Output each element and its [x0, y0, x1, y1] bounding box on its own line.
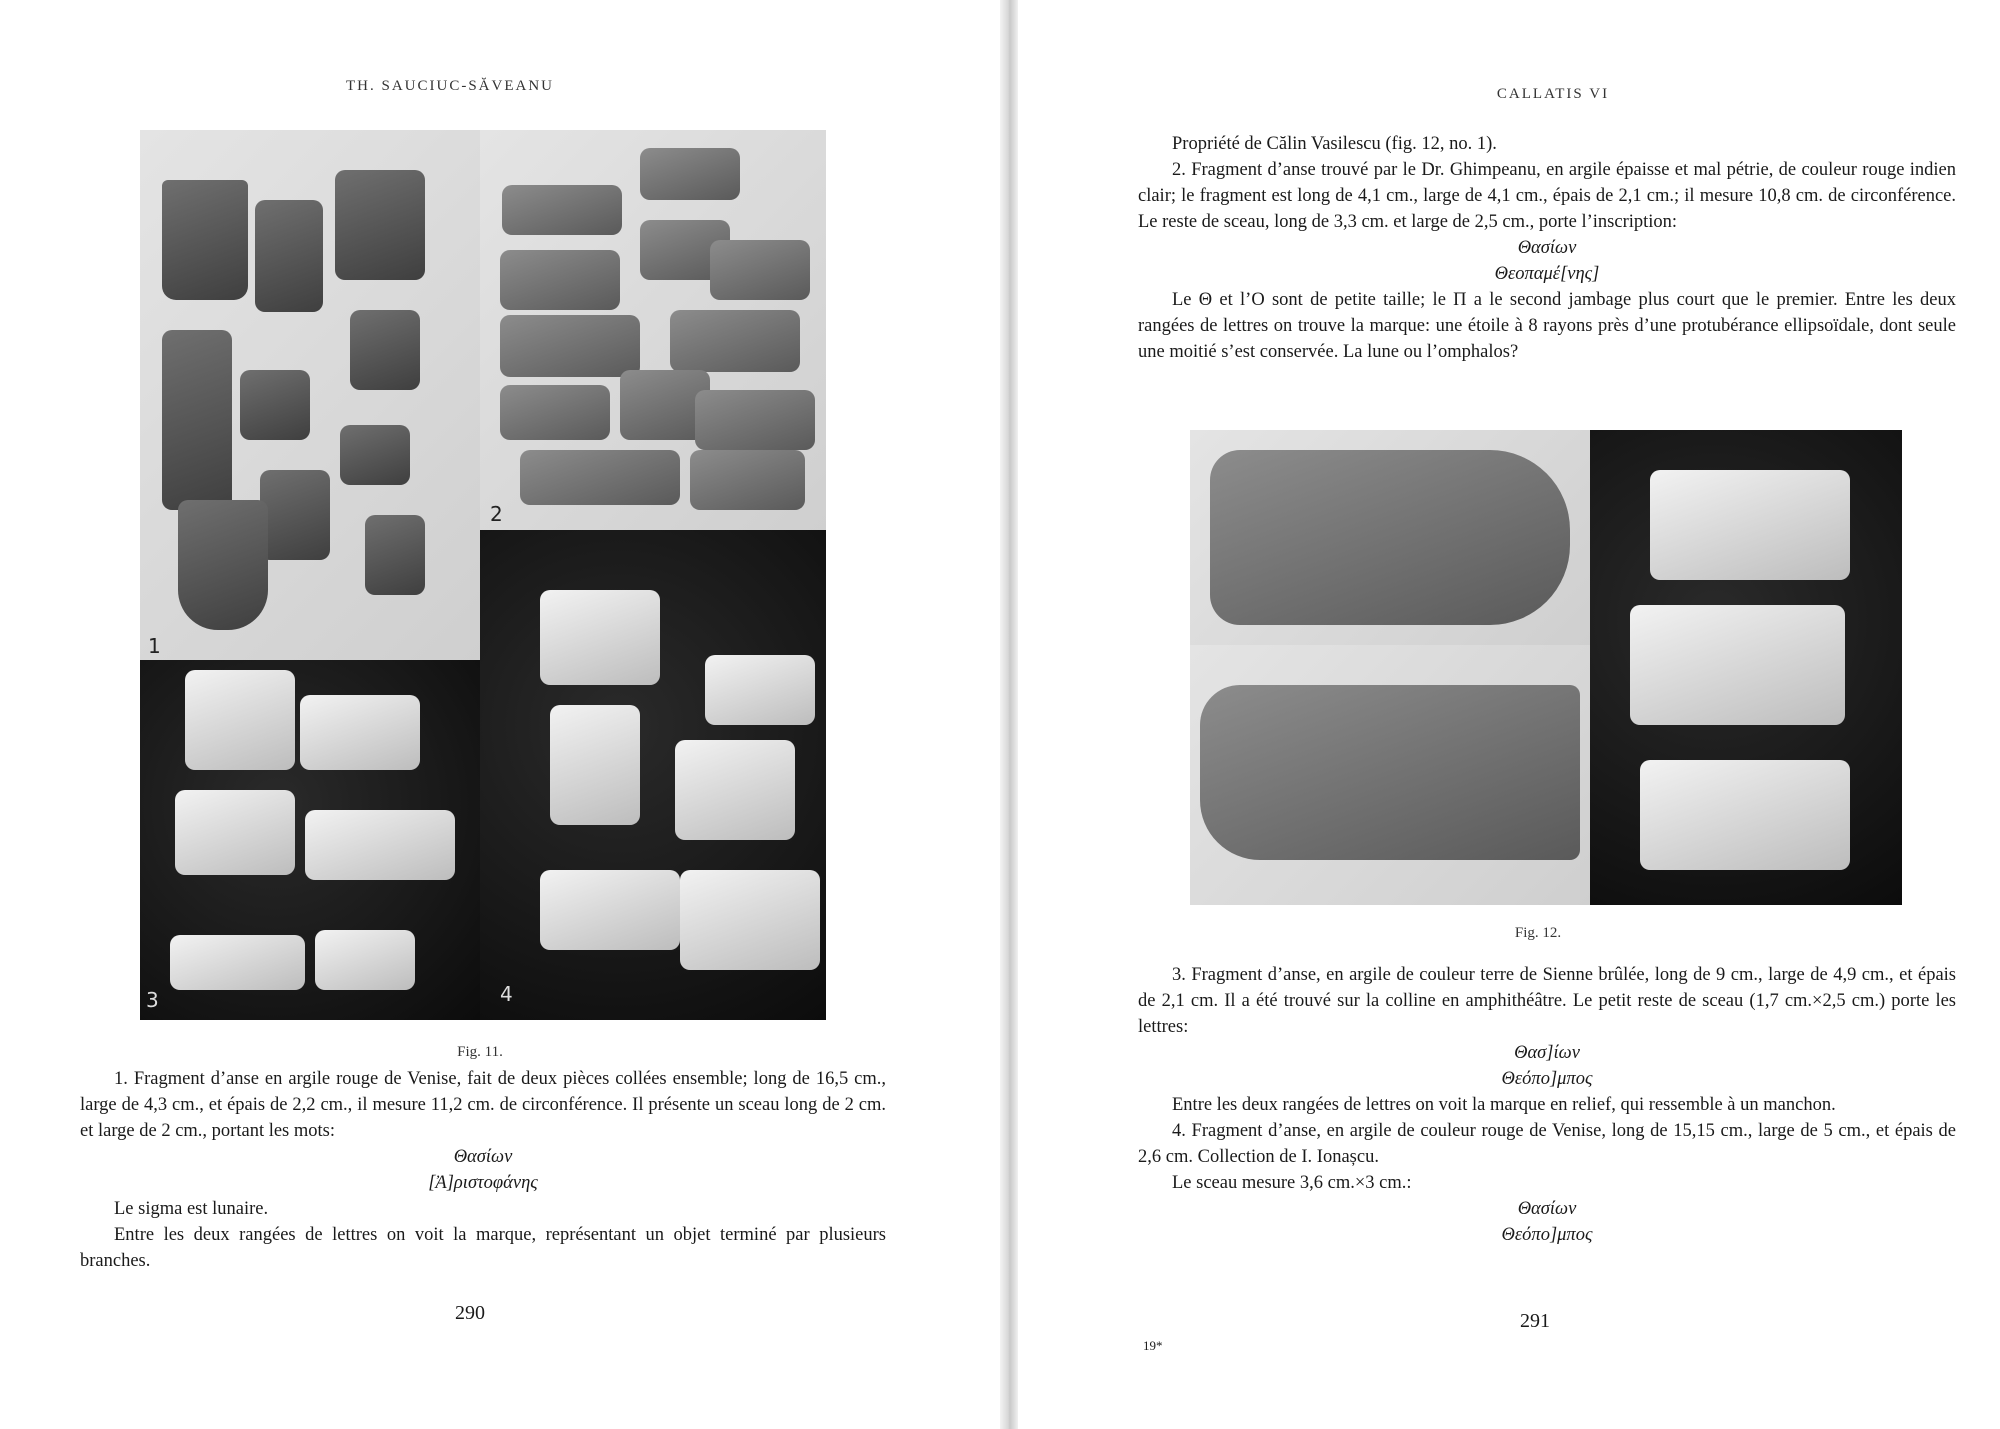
left-paragraph-3: Entre les deux rangées de lettres on voit la marque, représentant un objet terminé par plusieurs branches.: [80, 1225, 886, 1271]
figure-12-caption: Fig. 12.: [1514, 925, 1562, 941]
figure-11-photo-4: [480, 530, 826, 1020]
book-gutter: [1000, 0, 1018, 1429]
page-number-right: 291: [1520, 1310, 1550, 1332]
right-body-text-bottom: [1138, 962, 1956, 1248]
left-paragraph-1: 1. Fragment d’anse en argile rouge de Venise, fait de deux pièces collées ensemble; long de 16,5 cm., large de 4,3 cm., et épais de 2,2 cm., il mesure 11,2 cm. de circonférence. Il présente un sceau long de 2 cm. et large de 2 cm., portant les mots:: [80, 1069, 886, 1141]
right-greek-line-5: Θασίων: [1517, 1199, 1577, 1219]
left-paragraph-2: Le sigma est lunaire.: [114, 1199, 269, 1219]
figure-12-photo-top-left: [1190, 430, 1590, 645]
left-greek-line-1: Θασίων: [453, 1147, 513, 1167]
left-greek-line-2: [Ἀ]ριστοφάνης: [428, 1173, 538, 1193]
figure-12-photo-right: [1590, 430, 1902, 905]
right-paragraph-5: Entre les deux rangées de lettres on voit la marque en relief, qui ressemble à un manchon.: [1172, 1095, 1836, 1115]
running-head-left: TH. SAUCIUC-SĂVEANU: [345, 78, 554, 94]
signature-mark: 19*: [1143, 1338, 1163, 1353]
running-head-right: CALLATIS VI: [1496, 86, 1610, 102]
right-greek-line-6: Θεόπο]μπος: [1501, 1225, 1593, 1245]
right-paragraph-3: Le Θ et l’O sont de petite taille; le Π a le second jambage plus court que le premier. Entre les deux rangées de lettres on trouve la marque: une étoile à 8 rayons près d’une protubérance ellipsoïdale, dont seule une moitié s’est conservée. La lune ou l’omphalos?: [1138, 290, 1956, 362]
right-paragraph-2: 2. Fragment d’anse trouvé par le Dr. Ghimpeanu, en argile épaisse et mal pétrie, de couleur rouge indien clair; le fragment est long de 4,1 cm., large de 4,1 cm., épais de 2,1 cm.; il mesure 10,8 cm. de circonférence. Le reste de sceau, long de 3,3 cm. et large de 2,5 cm., porte l’inscription:: [1138, 160, 1956, 232]
figure-11-photo-3-number: 3: [146, 988, 159, 1012]
page-number-left: 290: [455, 1302, 485, 1324]
figure-11-photo-2: [480, 130, 826, 530]
left-body-text: [80, 1066, 886, 1274]
right-paragraph-7: Le sceau mesure 3,6 cm.×3 cm.:: [1172, 1173, 1412, 1193]
right-greek-line-1: Θασίων: [1517, 238, 1577, 258]
right-paragraph-1: Propriété de Călin Vasilescu (fig. 12, no. 1).: [1172, 134, 1497, 154]
figure-11-caption: Fig. 11.: [457, 1044, 503, 1060]
right-page: [1018, 0, 2000, 1429]
figure-11-photo-4-number: 4: [500, 982, 513, 1006]
right-body-text-top: [1138, 131, 1956, 365]
figure-11-photo-1: [140, 130, 480, 660]
right-greek-line-2: Θεοπαμέ[νης]: [1494, 264, 1600, 284]
right-paragraph-6: 4. Fragment d’anse, en argile de couleur rouge de Venise, long de 15,15 cm., large de 5 cm., et épais de 2,6 cm. Collection de I. Ionașcu.: [1138, 1121, 1956, 1167]
figure-11-photo-1-number: 1: [148, 634, 161, 658]
figure-11-photo-2-number: 2: [490, 502, 503, 526]
figure-12-photo-bottom-left: [1190, 645, 1590, 905]
right-greek-line-3: Θασ]ίων: [1514, 1043, 1580, 1063]
right-paragraph-4: 3. Fragment d’anse, en argile de couleur terre de Sienne brûlée, long de 9 cm., large de 4,9 cm., et épais de 2,1 cm. Il a été trouvé sur la colline en amphithéâtre. Le petit reste de sceau (1,7 cm.×2,5 cm.) porte les lettres:: [1138, 965, 1956, 1037]
figure-11-photo-3: [140, 660, 480, 1020]
right-greek-line-4: Θεόπο]μπος: [1501, 1069, 1593, 1089]
